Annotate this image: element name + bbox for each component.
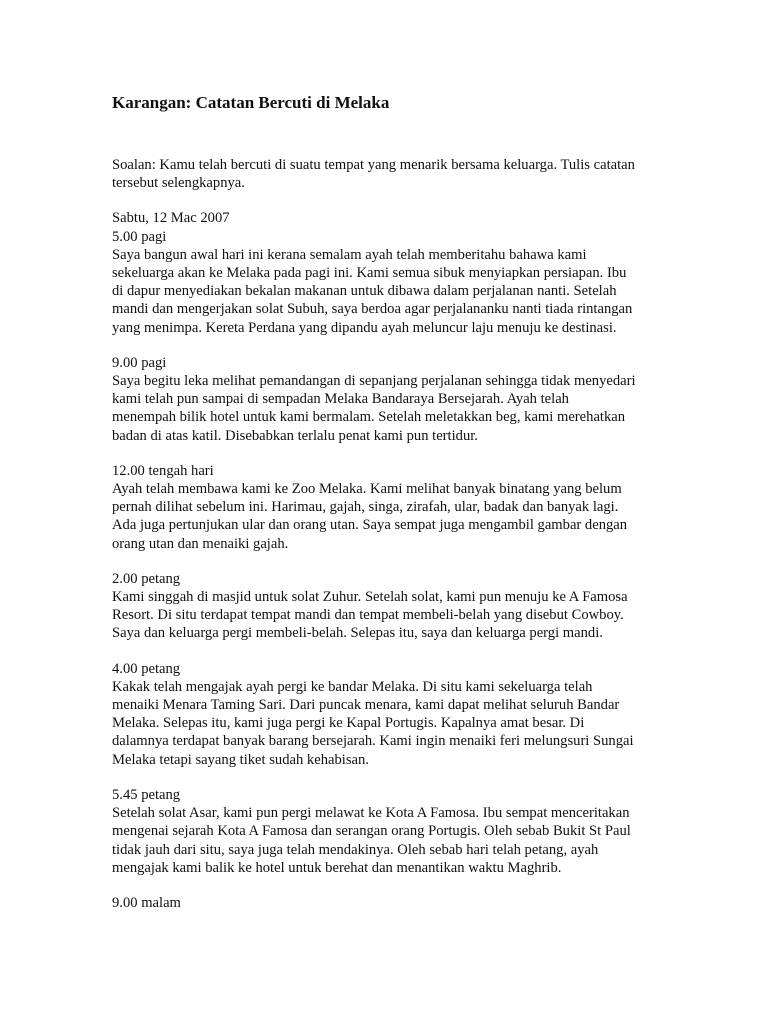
entry-text-line: di dapur menyediakan bekalan makanan untuk dibawa dalam perjalanan nanti. Setelah (112, 283, 617, 300)
entry-text-line: yang menimpa. Kereta Perdana yang dipandu ayah meluncur laju menuju ke destinasi. (112, 319, 617, 336)
entry-text-line: menaiki Menara Taming Sari. Dari puncak menara, kami dapat melihat seluruh Bandar (112, 697, 620, 714)
entry-time: 9.00 pagi (112, 354, 167, 371)
diary-entry-9am (112, 354, 672, 445)
entry-text-line: Setelah solat Asar, kami pun pergi melawat ke Kota A Famosa. Ibu sempat menceritakan (112, 805, 630, 822)
entry-text-line: Kakak telah mengajak ayah pergi ke bandar Melaka. Di situ kami sekeluarga telah (112, 678, 593, 695)
entry-time: 2.00 petang (112, 570, 181, 587)
prompt-line: Soalan: Kamu telah bercuti di suatu tempat yang menarik bersama keluarga. Tulis catatan (112, 157, 635, 173)
entry-text-line: dalamnya terdapat banyak barang bersejarah. Kami ingin menaiki feri melungsuri Sungai (112, 733, 634, 750)
diary-entry-noon (112, 462, 672, 553)
entry-text-line: Saya begitu leka melihat pemandangan di sepanjang perjalanan sehingga tidak menyedari (112, 373, 636, 390)
diary-entry-5am (112, 209, 672, 336)
entry-time: 9.00 malam (112, 894, 181, 911)
entry-date: Sabtu, 12 Mac 2007 (112, 210, 230, 227)
entry-time: 4.00 petang (112, 660, 181, 677)
entry-time: 5.45 petang (112, 786, 181, 803)
entry-text-line: Melaka. Selepas itu, kami juga pergi ke Kapal Portugis. Kapalnya amat besar. Di (112, 715, 585, 732)
entry-time: 5.00 pagi (112, 228, 167, 245)
document-content (112, 92, 672, 929)
question-prompt (112, 156, 672, 192)
entry-text-line: badan di atas katil. Disebabkan terlalu penat kami pun tertidur. (112, 427, 478, 444)
entry-text-line: Melaka tetapi sayang tiket sudah kehabisan. (112, 751, 369, 768)
entry-text-line: mandi dan mengerjakan solat Subuh, saya berdoa agar perjalananku nanti tiada rintangan (112, 301, 633, 318)
entry-text-line: Saya bangun awal hari ini kerana semalam ayah telah memberitahu bahawa kami (112, 246, 587, 263)
entry-text-line: pernah dilihat sebelum ini. Harimau, gajah, singa, zirafah, ular, badak dan banyak lagi. (112, 499, 619, 516)
entry-time: 12.00 tengah hari (112, 462, 214, 479)
diary-entry-545pm (112, 786, 672, 877)
entry-text-line: mengajak kami balik ke hotel untuk berehat dan menantikan waktu Maghrib. (112, 859, 562, 876)
diary-entry-4pm (112, 660, 672, 769)
entry-text-line: tidak jauh dari situ, saya juga telah mendakinya. Oleh sebab hari telah petang, ayah (112, 841, 599, 858)
entry-text-line: kami telah pun sampai di sempadan Melaka Bandaraya Bersejarah. Ayah telah (112, 391, 569, 408)
entry-text-line: orang utan dan menaiki gajah. (112, 535, 289, 552)
prompt-line: tersebut selengkapnya. (112, 175, 245, 192)
entry-text-line: menempah bilik hotel untuk kami bermalam. Setelah meletakkan beg, kami merehatkan (112, 409, 626, 426)
entry-text-line: sekeluarga akan ke Melaka pada pagi ini. Kami semua sibuk menyiapkan persiapan. Ibu (112, 265, 627, 282)
entry-text-line: mengenai sejarah Kota A Famosa dan serangan orang Portugis. Oleh sebab Bukit St Paul (112, 823, 631, 840)
entry-text-line: Ada juga pertunjukan ular dan orang utan. Saya sempat juga mengambil gambar dengan (112, 517, 628, 534)
entry-text-line: Kami singgah di masjid untuk solat Zuhur. Setelah solat, kami pun menuju ke A Famosa (112, 589, 628, 606)
entry-text-line: Resort. Di situ terdapat tempat mandi dan tempat membeli-belah yang disebut Cowboy. (112, 607, 624, 624)
diary-entry-2pm (112, 570, 672, 643)
document-title: Karangan: Catatan Bercuti di Melaka (112, 93, 390, 112)
entry-text-line: Saya dan keluarga pergi membeli-belah. Selepas itu, saya dan keluarga pergi mandi. (112, 625, 603, 642)
entry-text-line: Ayah telah membawa kami ke Zoo Melaka. Kami melihat banyak binatang yang belum (112, 481, 622, 498)
diary-entry-9pm (112, 894, 672, 912)
